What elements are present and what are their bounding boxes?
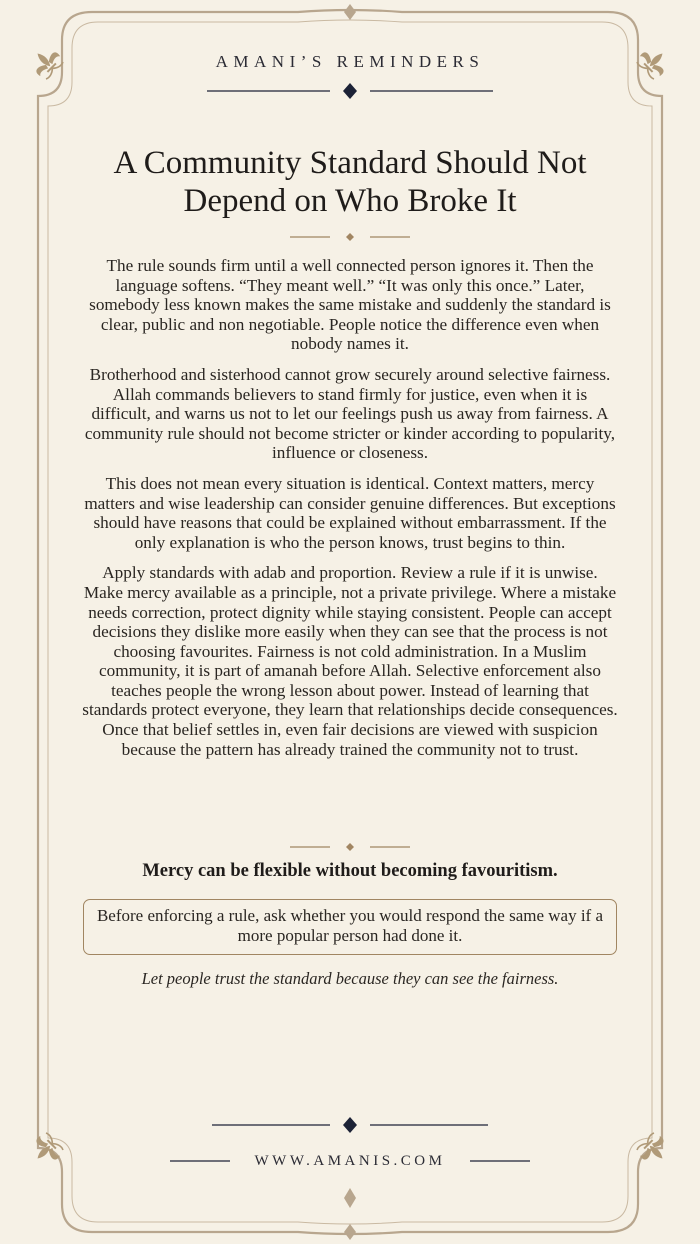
title-line-1: A Community Standard Should Not xyxy=(113,145,587,181)
callout-box: Before enforcing a rule, ask whether you would respond the same way if a more popular person had done it. xyxy=(83,899,617,955)
page-title xyxy=(60,144,640,220)
paragraph: The rule sounds firm until a well connected person ignores it. Then the language softens. “They meant well.” “It was only this once.” Later, somebody less known makes the same mistake and suddenly the standard is clear, public and non negotiable. People notice the difference even when nobody names it. xyxy=(89,256,611,354)
title-line-2: Depend on Who Broke It xyxy=(183,183,517,219)
diamond-icon xyxy=(344,4,356,20)
paragraph: This does not mean every situation is identical. Context matters, mercy matters and wise leadership can consider genuine differences. But exceptions should have reasons that could be explained without embarrassment. If the only explanation is who the person knows, trust begins to thin. xyxy=(84,473,616,552)
diamond-icon xyxy=(346,233,354,241)
diamond-icon xyxy=(343,83,357,99)
article-body xyxy=(82,256,618,770)
pull-quote: Mercy can be flexible without becoming favouritism. xyxy=(142,861,558,881)
diamond-icon xyxy=(346,843,354,851)
paragraph: Brotherhood and sisterhood cannot grow securely around selective fairness. Allah commands believers to stand firmly for justice, even when it is difficult, and warns us not to let our feelings push us away from fairness. A community rule should not become stricter or kinder according to popularity, influence or closeness. xyxy=(84,364,616,463)
website-link[interactable]: WWW.AMANIS.COM xyxy=(254,1153,446,1169)
diamond-icon xyxy=(344,1188,356,1208)
diamond-icon xyxy=(344,1224,356,1240)
paragraph: Apply standards with adab and proportion. Review a rule if it is unwise. Make mercy available as a principle, not a private privilege. Where a mistake needs correction, protect dignity while staying consistent. People can accept decisions they dislike more easily when they can see that the process is not choosing favourites. Fairness is not cold administration. In a Muslim community, it is part of amanah before Allah. Selective enforcement also teaches people the wrong lesson about power. Instead of learning that standards protect everyone, they learn that relationships decide consequences. Once that belief settles in, even fair decisions are viewed with suspicion because the pattern has already trained the community not to trust. xyxy=(82,563,618,759)
closing-line: Let people trust the standard because they can see the fairness. xyxy=(141,969,559,988)
brand-title: AMANI’S REMINDERS xyxy=(215,52,485,71)
diamond-icon xyxy=(343,1117,357,1133)
